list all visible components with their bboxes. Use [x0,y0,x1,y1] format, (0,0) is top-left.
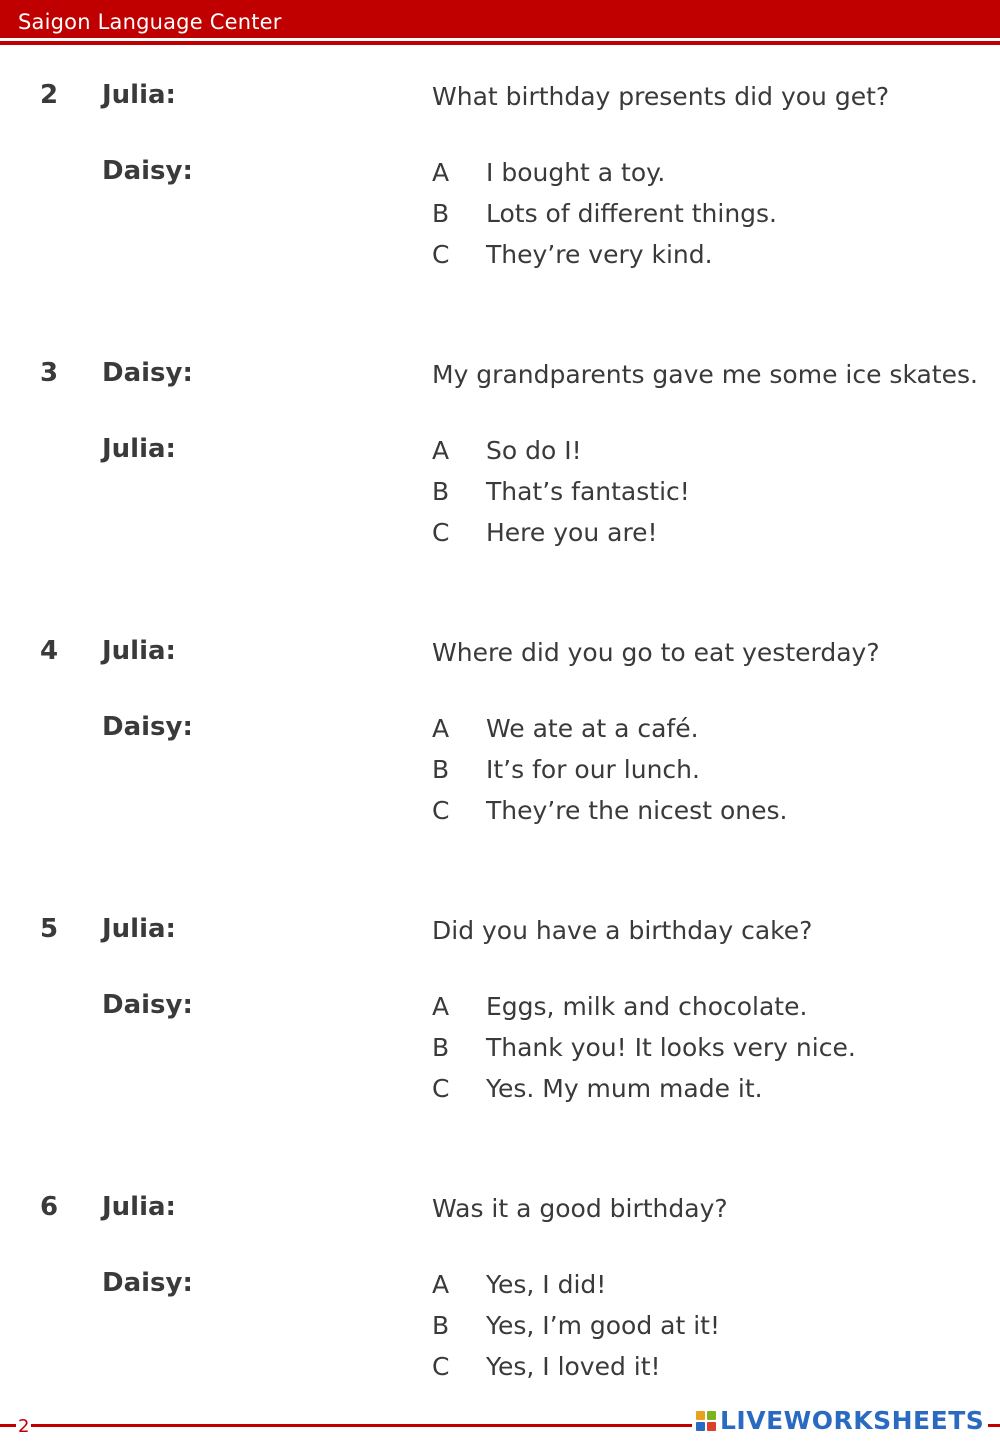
speaker-answer: Julia: [102,434,176,464]
header-divider [0,41,1000,45]
option-text: Lots of different things. [486,199,778,228]
option-b[interactable] [432,755,787,796]
prompt-text: Where did you go to eat yesterday? [432,638,880,667]
question-number: 4 [40,636,59,666]
option-text: Here you are! [486,518,658,547]
option-text: They’re very kind. [486,240,713,269]
speaker-answer: Daisy: [102,990,193,1020]
speaker-answer: Daisy: [102,156,193,186]
prompt-text: My grandparents gave me some ice skates. [432,360,978,389]
option-text: They’re the nicest ones. [486,796,788,825]
option-letter: C [432,518,450,547]
option-letter: C [432,240,450,269]
option-text: I bought a toy. [486,158,666,187]
option-text: Yes, I’m good at it! [486,1311,720,1340]
option-letter: A [432,992,450,1021]
option-letter: A [432,714,450,743]
option-letter: B [432,1311,450,1340]
option-letter: A [432,436,450,465]
speaker-answer: Daisy: [102,1268,193,1298]
option-c[interactable] [432,1074,856,1115]
option-letter: C [432,1074,450,1103]
prompt-text: Was it a good birthday? [432,1194,728,1223]
option-text: Yes. My mum made it. [486,1074,763,1103]
header-bar [0,0,1000,38]
option-text: Eggs, milk and chocolate. [486,992,808,1021]
option-letter: A [432,1270,450,1299]
option-a[interactable] [432,1270,720,1311]
speaker-prompt: Julia: [102,914,176,944]
liveworksheets-brand[interactable] [692,1405,988,1437]
option-text: It’s for our lunch. [486,755,700,784]
brand-text: LIVEWORKSHEETS [720,1406,985,1435]
speaker-prompt: Julia: [102,80,176,110]
option-a[interactable] [432,714,787,755]
options-list [432,436,690,559]
liveworksheets-logo-icon [696,1411,716,1431]
options-list [432,714,787,837]
option-text: That’s fantastic! [486,477,690,506]
option-letter: C [432,796,450,825]
option-letter: B [432,477,450,506]
option-b[interactable] [432,1311,720,1352]
page-number: 2 [18,1416,30,1437]
option-c[interactable] [432,1352,720,1393]
speaker-prompt: Julia: [102,636,176,666]
option-c[interactable] [432,796,787,837]
option-letter: A [432,158,450,187]
option-b[interactable] [432,199,777,240]
question-number: 5 [40,914,59,944]
question-number: 2 [40,80,59,110]
options-list [432,992,856,1115]
question-number: 3 [40,358,59,388]
option-a[interactable] [432,436,690,477]
speaker-answer: Daisy: [102,712,193,742]
speaker-prompt: Daisy: [102,358,193,388]
options-list [432,158,777,281]
option-text: Thank you! It looks very nice. [486,1033,856,1062]
prompt-text: Did you have a birthday cake? [432,916,813,945]
header-title: Saigon Language Center [18,10,282,34]
option-letter: B [432,755,450,784]
option-b[interactable] [432,1033,856,1074]
option-c[interactable] [432,240,777,281]
option-letter: B [432,199,450,228]
options-list [432,1270,720,1393]
option-a[interactable] [432,992,856,1033]
option-a[interactable] [432,158,777,199]
speaker-prompt: Julia: [102,1192,176,1222]
option-text: Yes, I did! [486,1270,607,1299]
prompt-text: What birthday presents did you get? [432,82,890,111]
option-text: Yes, I loved it! [486,1352,661,1381]
option-b[interactable] [432,477,690,518]
option-letter: C [432,1352,450,1381]
option-text: So do I! [486,436,582,465]
option-text: We ate at a café. [486,714,699,743]
option-letter: B [432,1033,450,1062]
option-c[interactable] [432,518,690,559]
question-number: 6 [40,1192,59,1222]
